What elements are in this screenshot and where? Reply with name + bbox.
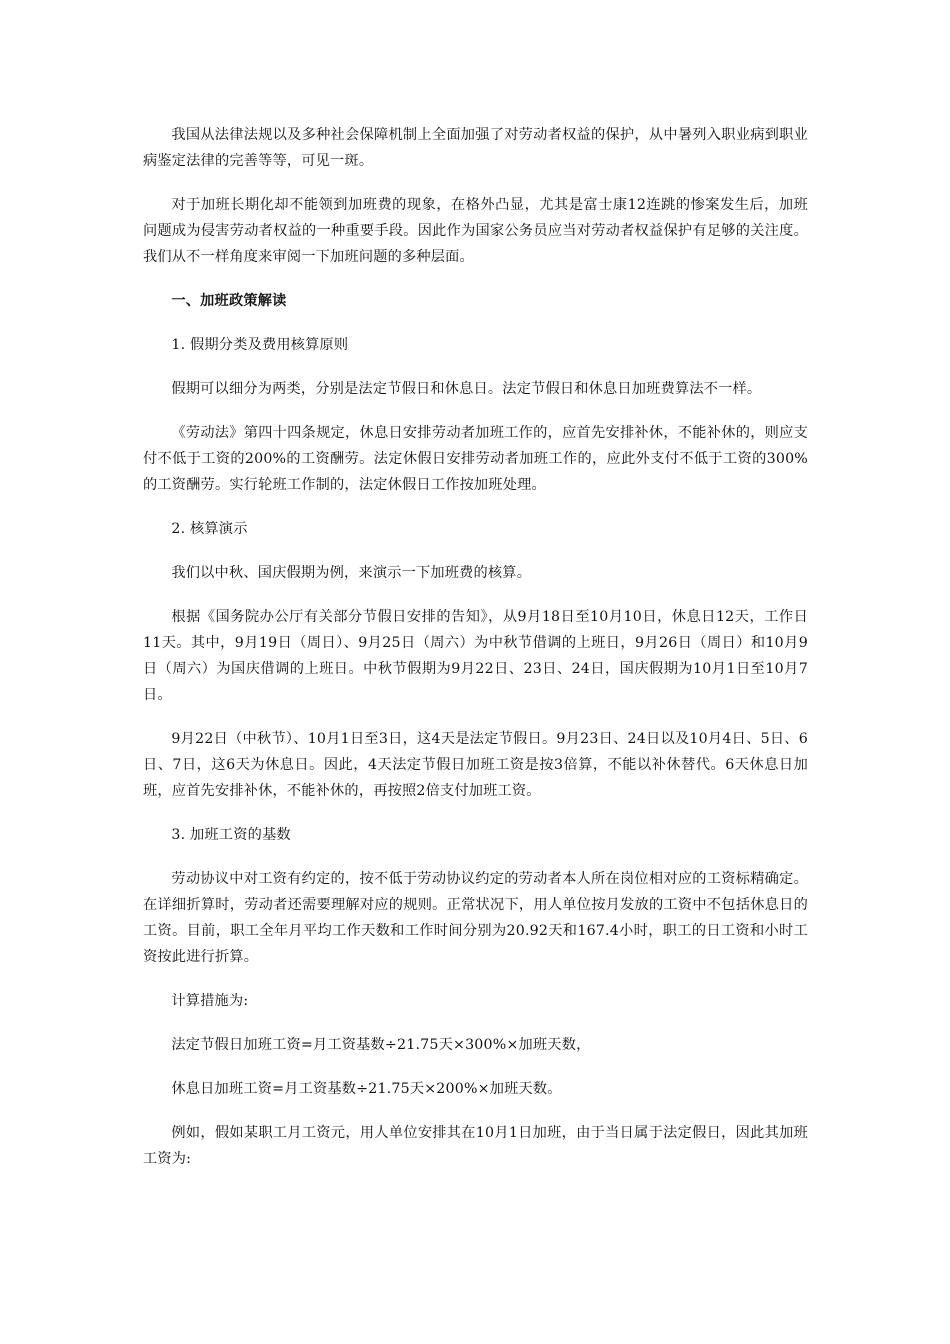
section-heading: 一、加班政策解读 <box>171 293 287 309</box>
paragraph-demo-intro: 我们以中秋、国庆假期为例，来演示一下加班费的核算。 <box>171 565 532 581</box>
paragraph-holiday-types: 假期可以细分为两类，分别是法定节假日和休息日。法定节假日和休息日加班费算法不一样。 <box>171 381 762 397</box>
formula-rest-day: 休息日加班工资=月工资基数÷21.75天×200%×加班天数。 <box>171 1081 562 1097</box>
paragraph-calc-method: 计算措施为: <box>171 993 249 1009</box>
paragraph-wage-base: 劳动协议中对工资有约定的，按不低于劳动协议约定的劳动者本人所在岗位相对应的工资标精确定。在详细折算时，劳动者还需要理解对应的规则。正常状况下，用人单位按月发放的工资中不包括休息日的工资。目前，职工全年月平均工作天数和工作时间分别为20.92天和167.4小时，职工的日工资和小时工资按此进行折算。 <box>143 871 808 965</box>
document-body <box>143 122 808 1172</box>
paragraph-holiday-calculation: 9月22日（中秋节）、10月1日至3日，这4天是法定节假日。9月23日、24日以及10月4日、5日、6日、7日，这6天为休息日。因此，4天法定节假日加班工资是按3倍算，不能以补休替代。6天休息日加班，应首先安排补休，不能补休的，再按照2倍支付加班工资。 <box>143 731 808 799</box>
paragraph-labor-law: 《劳动法》第四十四条规定，休息日安排劳动者加班工作的，应首先安排补休，不能补休的，则应支付不低于工资的200%的工资酬劳。法定休假日安排劳动者加班工作的，应此外支付不低于工资的300%的工资酬劳。实行轮班工作制的，法定休假日工作按加班处理。 <box>143 425 808 493</box>
formula-statutory-holiday: 法定节假日加班工资=月工资基数÷21.75天×300%×加班天数， <box>171 1037 591 1053</box>
paragraph-example: 例如，假如某职工月工资元，用人单位安排其在10月1日加班，由于当日属于法定假日，因此其加班工资为: <box>143 1125 808 1167</box>
paragraph-overtime-issue: 对于加班长期化却不能领到加班费的现象，在格外凸显，尤其是富士康12连跳的惨案发生后，加班问题成为侵害劳动者权益的一种重要手段。因此作为国家公务员应当对劳动者权益保护有足够的关注度。我们从不一样角度来审阅一下加班问题的多种层面。 <box>143 197 808 265</box>
paragraph-holiday-schedule: 根据《国务院办公厅有关部分节假日安排的告知》，从9月18日至10月10日，休息日12天，工作日11天。其中，9月19日（周日）、9月25日（周六）为中秋节借调的上班日，9月26日（周日）和10月9日（周六）为国庆借调的上班日。中秋节假期为9月22日、23日、24日，国庆假期为10月1日至10月7日。 <box>143 609 808 703</box>
subheading-2: 2. 核算演示 <box>171 521 248 537</box>
subheading-3: 3. 加班工资的基数 <box>171 827 291 843</box>
subheading-1: 1. 假期分类及费用核算原则 <box>171 337 349 353</box>
paragraph-intro: 我国从法律法规以及多种社会保障机制上全面加强了对劳动者权益的保护，从中暑列入职业病到职业病鉴定法律的完善等等，可见一斑。 <box>143 127 808 169</box>
